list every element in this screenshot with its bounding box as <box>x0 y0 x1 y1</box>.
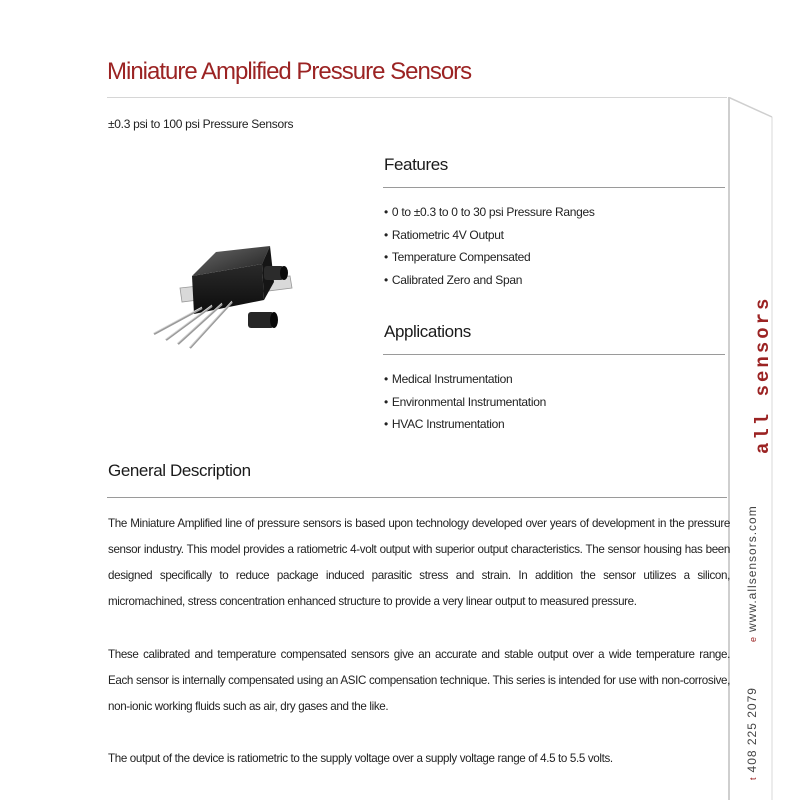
applications-heading: Applications <box>384 322 471 341</box>
brand-logo: all sensors <box>752 295 774 454</box>
list-item: • Calibrated Zero and Span <box>384 269 595 292</box>
page-title: Miniature Amplified Pressure Sensors <box>107 58 472 85</box>
phone-number: 408 225 2079 <box>745 687 759 773</box>
applications-divider <box>383 354 725 355</box>
list-item: • 0 to ±0.3 to 0 to 30 psi Pressure Ranges <box>384 201 595 224</box>
description-paragraph-2: These calibrated and temperature compensated sensors give an accurate and stable output over a wide temperature range. Each sensor is internally compensated using an ASIC compensation technique. This series is intended for use with non-corrosive, non-ionic working fluids such as air, dry gases and the like. <box>108 648 730 713</box>
list-item: • Temperature Compensated <box>384 246 595 269</box>
sensor-image <box>150 238 300 350</box>
features-heading: Features <box>384 155 448 174</box>
page-subtitle: ±0.3 psi to 100 psi Pressure Sensors <box>108 117 294 131</box>
applications-list <box>384 368 546 436</box>
general-description-heading: General Description <box>108 461 251 480</box>
website-text <box>745 505 759 642</box>
list-item: • Medical Instrumentation <box>384 368 546 391</box>
website-url: www.allsensors.com <box>745 505 759 632</box>
list-item: • Ratiometric 4V Output <box>384 224 595 247</box>
list-item: • HVAC Instrumentation <box>384 413 546 436</box>
description-paragraph-3: The output of the device is ratiometric to the supply voltage over a supply voltage range of 4.5 to 5.5 volts. <box>108 752 613 765</box>
features-divider <box>383 187 725 188</box>
description-divider <box>107 497 727 498</box>
list-item: • Environmental Instrumentation <box>384 391 546 414</box>
features-list <box>384 201 595 291</box>
header-divider <box>107 97 727 98</box>
phone-prefix: t <box>748 776 758 780</box>
phone-text <box>745 687 759 780</box>
description-paragraph-1: The Miniature Amplified line of pressure sensors is based upon technology developed over years of development in the pressure sensor industry. This model provides a ratiometric 4-volt output with superior output characteristics. The sensor housing has been designed specifically to reduce package induced parasitic stress and strain. In addition the sensor utilizes a silicon, micromachined, stress concentration enhanced structure to provide a very linear output to measured pressure. <box>108 517 730 608</box>
website-prefix: e <box>748 635 758 642</box>
